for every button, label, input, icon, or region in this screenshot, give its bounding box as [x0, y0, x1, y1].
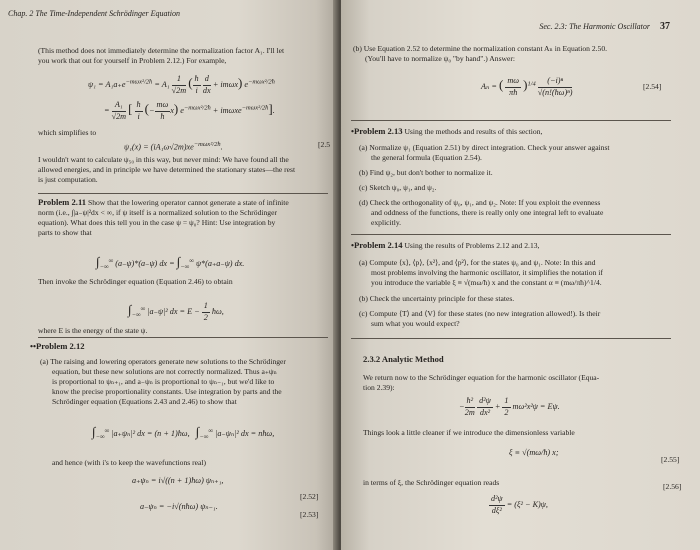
problem-2-13-header: •Problem 2.13 Using the methods and results of this section, [351, 126, 543, 136]
problem-2-13-d-line-3: explicitly. [371, 218, 402, 227]
problem-2-13-a-line-1: (a) Normalize ψ₁ (Equation 2.51) by direct integration. Check your answer against [359, 143, 610, 152]
equation-psi1-line2: = $\frac{\text{A₁}}{√2m}$ [ $\frac{ħ}{i}$ (− $\frac{m\omega}{ħ}$ x) $e^{-m\omega x^2/2ħ} + im\omega xe^{-m\omega x^2/2ħ}$]. [104, 100, 275, 121]
problem-2-13-c: (c) Sketch ψ₀, ψ₁, and ψ₂. [359, 183, 437, 192]
equation-integral-1: $\int_{-\infty}^\infty$ (a₋ψ)*(a₋ψ) dx = $\int_{-\infty}^\infty$ ψ*(a₊a₋ψ) dx. [96, 254, 245, 271]
equation-number-2-55: [2.55] [661, 455, 680, 464]
intro-line-2: you work that out for yourself in Problem 2.12.) For example, [38, 56, 227, 65]
analytic-line-1: We return now to the Schrödinger equation for the harmonic oscillator (Equa- [363, 373, 600, 382]
equation-psi1-line1: $\psi_1 = A_1a_+e^{-m\omega x^2/2ħ} = A_1$ $\frac{1}{√2m}$ ( $\frac{ħ}{i}$ $\frac{d}{dx}$ + imωx) $e^{-m\omega x^2/2ħ}$ [88, 74, 275, 95]
equation-number-2-56: [2.56] [663, 482, 682, 491]
intro-line-1: (This method does not immediately determine the normalization factor A₁. I'll let [38, 46, 285, 55]
divider-section [351, 338, 671, 339]
equation-number-2-54: [2.54] [643, 82, 662, 91]
analytic-line-2: tion 2.39): [363, 383, 395, 392]
problem-2-12-a-line-2: equation, but these new solutions are not correctly normalized. Thus a₊ψₙ [52, 367, 277, 376]
problem-2-12-a-line-4: know the precise proportionality constants. Use integration by parts and the [52, 387, 282, 396]
problem-2-12-a-line-5: Schrödinger equation (Equations 2.43 and 2.46) to show that [52, 397, 237, 406]
part-b-line-1: (b) Use Equation 2.52 to determine the normalization constant Aₙ in Equation 2.50. [353, 44, 608, 53]
equation-number-2-53: [2.53] [300, 510, 319, 519]
divider-p211 [38, 193, 328, 194]
equation-number-2-52: [2.52] [300, 492, 319, 501]
problem-2-11-line-4: parts to show that [38, 228, 92, 237]
running-head-right: Sec. 2.3: The Harmonic Oscillator 37 [539, 21, 670, 32]
hence-line: and hence (with i's to keep the wavefunctions real) [52, 458, 207, 467]
section-title: 2.3.2 Analytic Method [363, 354, 444, 364]
equation-number-2-5: [2.5 [318, 140, 331, 149]
problem-2-11-line-2: norm (i.e., ∫|a₋ψ|²dx < ∞, if ψ itself is a normalized solution to the Schrödinger [38, 208, 277, 217]
running-head-left: Chap. 2 The Time-Independent Schrödinger Equation [8, 9, 180, 18]
problem-2-14-a-line-2: most problems involving the harmonic oscillator, it simplifies the notation if [371, 268, 603, 277]
problem-2-14-a-line-1: (a) Compute ⟨x⟩, ⟨p⟩, ⟨x²⟩, and ⟨p²⟩, for the states ψ₀ and ψ₁. Note: In this and [359, 258, 596, 267]
equation-2-56: $\frac{\text{d²ψ}}{\text{dξ²}}$ = (ξ² − K)ψ, [491, 494, 548, 515]
where-line: where E is the energy of the state ψ. [38, 326, 148, 335]
problem-2-12-a-line-1: (a) The raising and lowering operators generate new solutions to the Schrödinger [40, 357, 286, 366]
problem-2-14-c-line-1: (c) Compute ⟨T⟩ and ⟨V⟩ for these states (no new integration allowed!). Is their [359, 309, 601, 318]
equation-integral-2: $\int_{-\infty}^\infty$ |a₋ψ|² dx = E − $\frac{1}{2}$ ħω, [128, 301, 224, 322]
problem-2-13-a-line-2: the general formula (Equation 2.54). [371, 153, 482, 162]
divider-p214 [351, 234, 671, 235]
divider-p212 [38, 337, 328, 338]
problem-2-13-d-line-2: and oddness of the functions, there is really only one integral left to evaluate [371, 208, 604, 217]
problem-2-14-b: (b) Check the uncertainty principle for these states. [359, 294, 515, 303]
problem-2-13-b: (b) Find ψ₂, but don't bother to normalize it. [359, 168, 493, 177]
problem-2-11-line-3: equation). What does this tell you in the case ψ = ψ₀? Hint: Use integration by [38, 218, 276, 227]
problem-2-14-a-line-3: you introduce the variable ξ ≡ √(mω/ħ) x and the constant α ≡ (mω/πħ)^1/4. [371, 278, 602, 287]
equation-2-55: ξ ≡ √(mω/ħ) x; [509, 448, 559, 457]
page-number: 37 [660, 21, 670, 32]
equation-2-52: a₊ψₙ = i√((n + 1)ħω) ψₙ₊₁, [132, 476, 224, 485]
problem-2-12-a-line-3: is proportional to ψₙ₊₁, and a₋ψₙ is proportional to ψₙ₋₁, but we'd like to [52, 377, 275, 386]
left-page [0, 0, 340, 550]
equation-simplified: $\psi_1(x) = (iA_1\omega√2m)xe^{-m\omega x^2/2ħ}$. [124, 141, 223, 152]
equation-2-54: Aₙ = ( $\frac{m\omega}{\pi ħ}$ )$^{1/4}$ $\frac{\text{(−i)ⁿ}}{\text{√(n!(ħω)ⁿ)}}$ [481, 76, 573, 97]
problem-2-14-c-line-2: sum what you would expect? [371, 319, 460, 328]
equation-norm-integrals: $\int_{-\infty}^\infty$ |a₊ψₙ|² dx = (n + 1)ħω, $\int_{-\infty}^\infty$ |a₋ψₙ|² dx = nħω, [92, 424, 275, 441]
invoke-line: Then invoke the Schrödinger equation (Equation 2.46) to obtain [38, 277, 233, 286]
part-b-line-2: (You'll have to normalize ψ₀ "by hand".) Answer: [365, 54, 516, 63]
in-terms-line: in terms of ξ, the Schrödinger equation reads [363, 478, 500, 487]
problem-2-13-d-line-1: (d) Check the orthogonality of ψ₀, ψ₁, and ψ₂. Note: If you exploit the evenness [359, 198, 601, 207]
equation-schrodinger: − $\frac{\text{ħ²}}{2m}$ $\frac{\text{d²ψ}}{\text{dx²}}$ + $\frac{1}{2}$ mω²x²ψ = Eψ. [459, 396, 560, 417]
wouldnt-line-2: allowed energies, and in principle we have determined the stationary states—the rest [38, 165, 296, 174]
things-line: Things look a little cleaner if we introduce the dimensionless variable [363, 428, 575, 437]
wouldnt-line-3: is just computation. [38, 175, 98, 184]
problem-2-14-header: •Problem 2.14 Using the results of Problems 2.12 and 2.13, [351, 240, 540, 250]
which-simplifies: which simplifies to [38, 128, 97, 137]
equation-2-53: a₋ψₙ = −i√(nħω) ψₙ₋₁. [140, 502, 218, 511]
problem-2-12-label: ••Problem 2.12 [30, 341, 85, 351]
wouldnt-line-1: I wouldn't want to calculate ψ₅₀ in this way, but never mind: We have found all the [38, 155, 289, 164]
right-page [341, 0, 700, 550]
divider-p213 [351, 120, 671, 121]
problem-2-11-line-1: Problem 2.11 Show that the lowering operator cannot generate a state of infinite [38, 197, 289, 207]
